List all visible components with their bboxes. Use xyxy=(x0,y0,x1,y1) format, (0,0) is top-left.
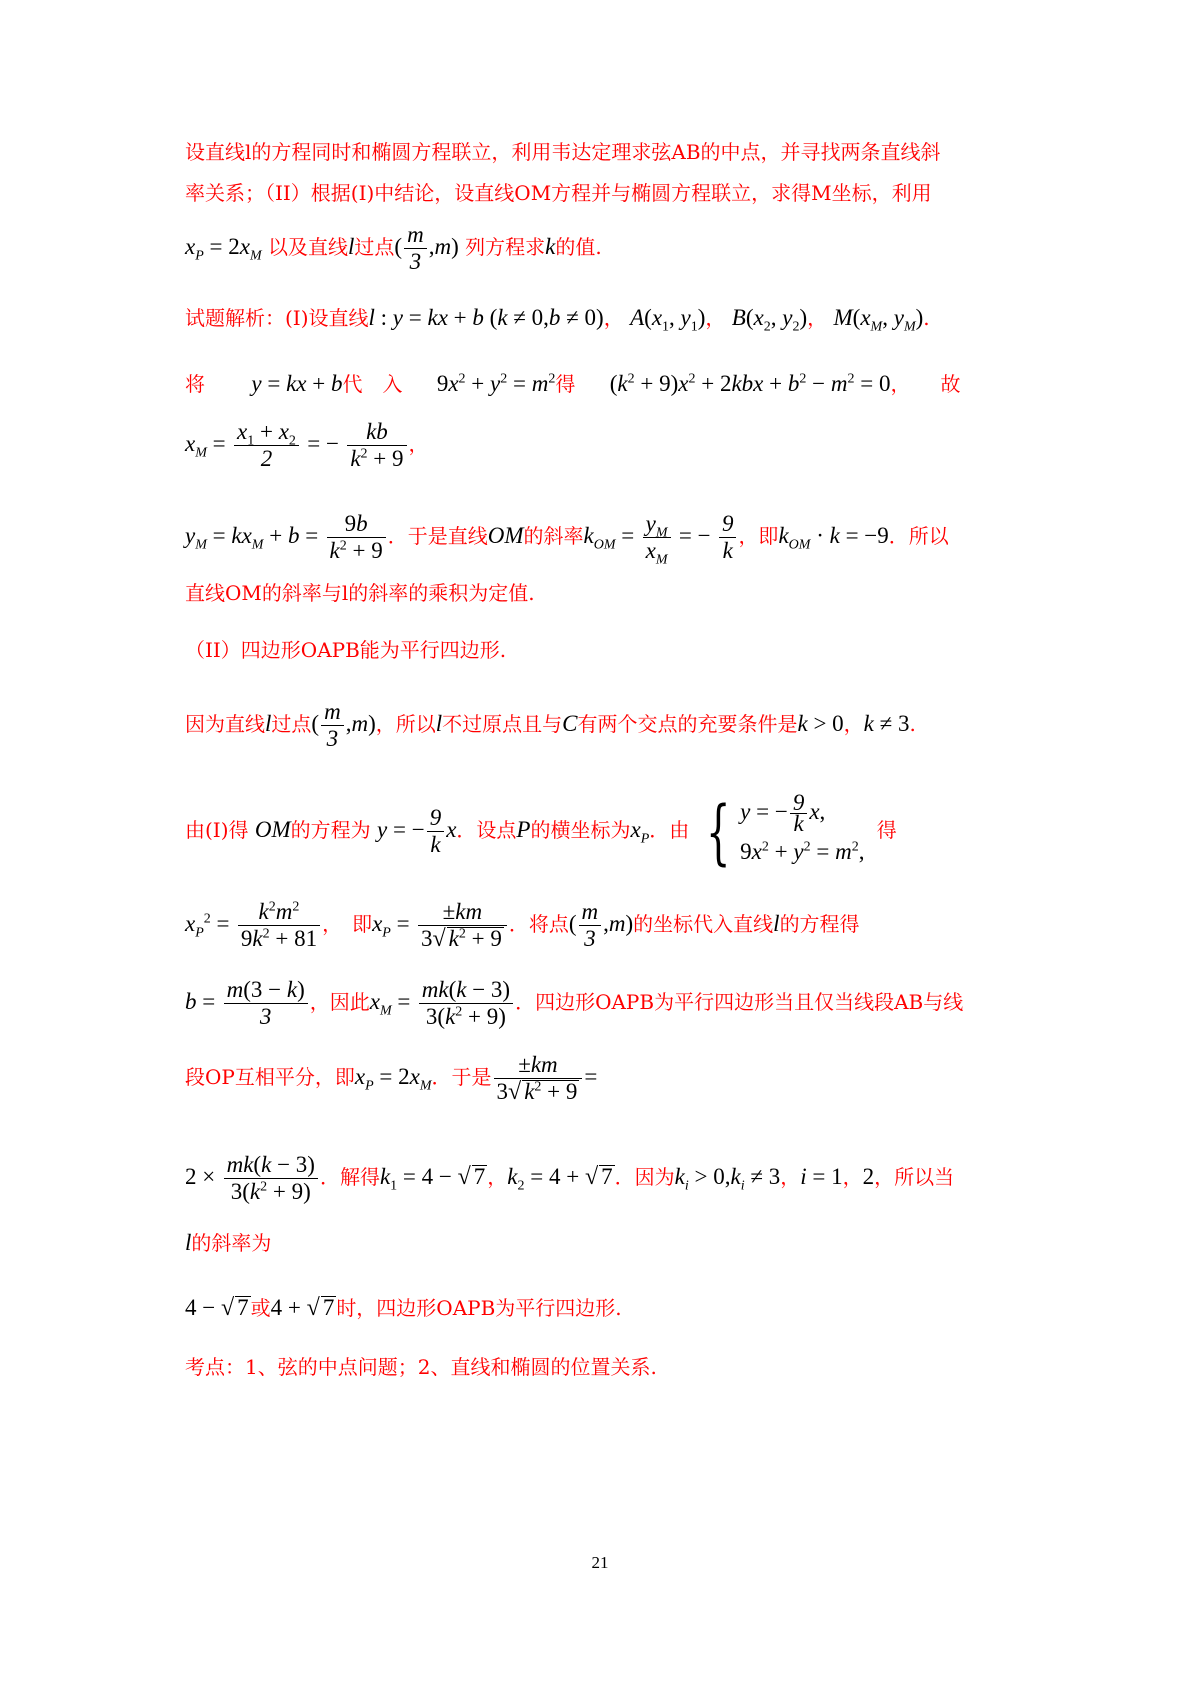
formula-xp-eq: $x_P = 2x_M$ xyxy=(185,234,262,264)
line-3-text-a: 以及直线 xyxy=(268,235,349,259)
line-13-text-b: ．四边形OAPB为平行四边形当且仅当线段AB与线 xyxy=(515,990,964,1014)
line-15-text-a: ．解得 xyxy=(319,1165,380,1189)
line-6: $x_M$ = $\frac{x_1 + x_2}{2}$ = − $\frac{kb}{k^2 + 9}$ ， xyxy=(185,419,429,471)
line-3-text-d: 的值. xyxy=(555,235,602,259)
line-3-text-c: 列方程求 xyxy=(465,235,546,259)
system-brace: { xyxy=(705,790,731,873)
line-5-text-b: 代 入 xyxy=(342,372,403,396)
line-3: $x_P = 2x_M$ 以及直线l过点( $\frac{m}{3}$ ,m) 列方程求k的值. xyxy=(185,222,602,275)
line-18 xyxy=(185,1357,1028,1377)
line-12-text-d: 的方程得 xyxy=(779,912,860,936)
line-3-text-b: 过点 xyxy=(354,235,395,259)
line-15: 2 × $\frac{mk(k - 3)}{3(k^2 + 9)}$ ．解得$k_1 = 4$ − √ 7 ，$k_2 = 4$ + √ 7 ．因为$k_i > 0,k_i \ne 3$，i = 1，2，所以当 xyxy=(185,1152,955,1204)
line-11-text-c: ．设点 xyxy=(456,818,517,842)
line-14-text-b: ．于是 xyxy=(431,1065,492,1089)
fraction-yM-over-xM: $\frac{y_M}{x_M}$ xyxy=(643,511,671,564)
line-11-text-f: 得 xyxy=(876,818,897,842)
line-5-text-d: ， 故 xyxy=(890,372,961,396)
line-5-text-c: 得 xyxy=(555,372,576,396)
line-16: l的斜率为 xyxy=(185,1230,272,1255)
line-11-text-e: ．由 xyxy=(649,818,690,842)
line-11-text-a: 由(I)得 xyxy=(185,818,249,842)
line-7-text-a: ．于是直线 xyxy=(387,524,488,548)
line-7-text-c: ，即 xyxy=(738,524,779,548)
line-12: $x_P^2$ = $\frac{k^2m^2}{9k^2 + 81}$ ， 即$x_P$ = $\frac{\pm km}{3√ k^2 + 9}$ ．将点( $\frac{m}{3}$ ,m)的坐标代入直线l的方程得 xyxy=(185,899,860,952)
line-10-text-e: 有两个交点的充要条件是 xyxy=(577,712,798,736)
line-9 xyxy=(185,640,1028,660)
line-13-text-a: ，因此 xyxy=(309,990,370,1014)
line-8-text: 直线OM的斜率与l的斜率的乘积为定值. xyxy=(185,581,535,605)
line-13: b = $\frac{m(3 - k)}{3}$ ，因此$x_M$ = $\frac{mk(k - 3)}{3(k^2 + 9)}$ ．四边形OAPB为平行四边形当且仅当线段AB与线 xyxy=(185,977,964,1029)
fraction-9-over-k: $\frac{9}{k}$ xyxy=(719,511,737,564)
line-18-text: 考点：1、弦的中点问题；2、直线和椭圆的位置关系. xyxy=(185,1355,657,1379)
line-8 xyxy=(185,583,1028,603)
line-4-label: 试题解析：(I)设直线 xyxy=(185,306,369,330)
line-16-text: 的斜率为 xyxy=(191,1231,272,1255)
line-7-text-b: 的斜率 xyxy=(523,524,584,548)
line-12-text-b: ．将点 xyxy=(508,912,569,936)
line-2-text: 率关系；（II）根据(I)中结论，设直线OM方程并与椭圆方程联立，求得M坐标，利用 xyxy=(185,181,932,205)
line-5: 将 y = kx + b代 入 $9x^2 + y^2 = m^2$得 $(k^2 + 9)x^2 + 2kbx + b^2 - m^2 = 0$， 故 xyxy=(185,371,961,396)
line-11-text-b: 的方程为 xyxy=(290,818,371,842)
line-15-text-c: ，所以当 xyxy=(874,1165,955,1189)
page-number: 21 xyxy=(591,1553,609,1572)
line-2 xyxy=(185,183,1028,203)
fraction-kb: $\frac{kb}{k^2 + 9}$ xyxy=(347,419,406,472)
line-9-text: （II）四边形OAPB能为平行四边形. xyxy=(185,638,507,662)
line-7-text-d: ．所以 xyxy=(888,524,949,548)
line-10: 因为直线l过点( $\frac{m}{3}$ ,m)，所以l不过原点且与C有两个交点的充要条件是k > 0，k ≠ 3. xyxy=(185,699,916,752)
line-10-text-d: 不过原点且与 xyxy=(442,712,563,736)
line-11: 由(I)得 OM的方程为 y = − $\frac{9}{k}$ x．设点P的横坐标为$x_P$．由 { y = − $\frac{9}{k}$ x, $9x^2 + y^2 = m^2$, 得 xyxy=(185,790,897,873)
line-1-text: 设直线l的方程同时和椭圆方程联立，利用韦达定理求弦AB的中点，并寻找两条直线斜 xyxy=(185,140,941,164)
line-12-text-c: 的坐标代入直线 xyxy=(633,912,774,936)
line-15-text-b: ．因为 xyxy=(614,1165,675,1189)
line-17-text-b: 时，四边形OAPB为平行四边形. xyxy=(336,1296,622,1320)
equation-system: y = − $\frac{9}{k}$ x, $9x^2 + y^2 = m^2$, xyxy=(740,790,865,864)
line-1 xyxy=(185,142,1028,162)
line-14: 段OP互相平分，即$x_P = 2x_M$．于是 $\frac{\pm km}{3√ k^2 + 9}$ = xyxy=(185,1052,598,1105)
line-7: $y_M = kx_M + b$ = $\frac{9b}{k^2 + 9}$ ．于是直线OM的斜率$k_{OM}$ = $\frac{y_M}{x_M}$ = − $\frac{9}{k}$ ，即$k_{OM} \cdot k = -9$．所以 xyxy=(185,511,949,568)
fraction-9b: $\frac{9b}{k^2 + 9}$ xyxy=(327,511,386,564)
fraction-x1-plus-x2: $\frac{x_1 + x_2}{2}$ xyxy=(234,419,299,472)
line-11-text-d: 的横坐标为 xyxy=(530,818,631,842)
line-17-text-a: 或 xyxy=(250,1296,271,1320)
line-10-text-a: 因为直线 xyxy=(185,712,265,736)
line-5-text-a: 将 xyxy=(185,372,205,396)
fraction-m-over-3: $\frac{m}{3}$ xyxy=(404,222,427,275)
line-17: 4 − √ 7 或4 + √ 7 时，四边形OAPB为平行四边形. xyxy=(185,1295,622,1321)
line-14-text-a: 段OP互相平分，即 xyxy=(185,1065,355,1089)
line-10-text-b: 过点 xyxy=(271,712,312,736)
line-10-text-c: ，所以 xyxy=(375,712,436,736)
line-4: 试题解析：(I)设直线l : y = kx + b (k ≠ 0,b ≠ 0)， $A(x_1$, $y_1$)， $B(x_2$, $y_2$)， $M(x_M$, $y_M$). xyxy=(185,305,930,335)
line-12-text-a: ， 即 xyxy=(322,912,373,936)
